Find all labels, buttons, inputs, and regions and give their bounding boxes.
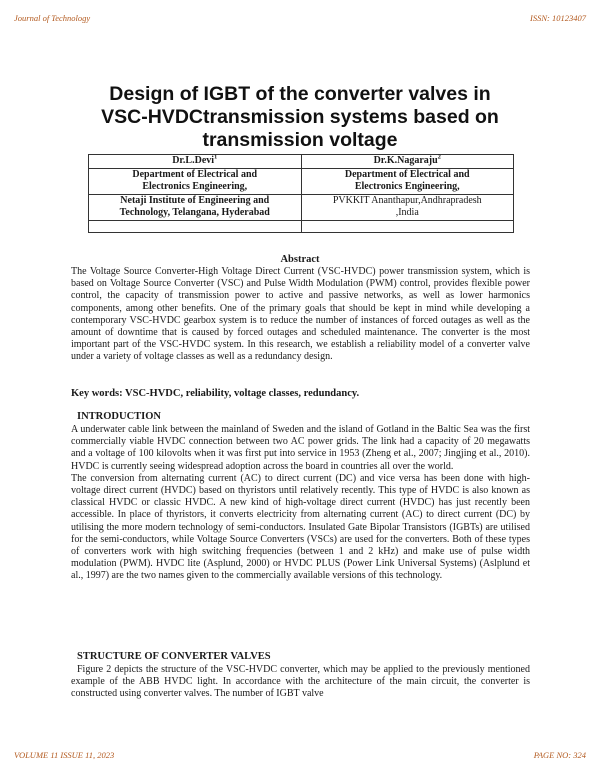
introduction-body [71,424,530,583]
paragraph: The conversion from alternating current (AC) to direct current (DC) and vice versa has been done with high-voltage direct current (HVDC) based on thyristors until relatively recently. This type of HVDC is also known as classical HVDC or classic HVDC. A new kind of high-voltage direct current (HVDC) has just recently been accessible. In place of thyristors, it converts electricity from alternating current (AC) to direct current (DC) by utilising the more modern technology of semi-conductors. Insulated Gate Bipolar Transistors (IGBTs) are utilised for the semi-conductors, while Voltage Source Converters (VSCs) are used for the converters. Both of these types of converters work with high switching frequencies (between 1 and 2 kHz) and make use of pulse width modulation (PWM). HVDC lite (Asplund, 2000) or HVDC PLUS (Power Link Universal Systems) (Aslplund et al., 1997) are the two names given to the commercially available versions of this technology. [71,472,530,582]
title-line: Design of IGBT of the converter valves in [109,83,491,105]
empty-cell [89,220,302,232]
abstract-text: The Voltage Source Converter-High Voltage Direct Current (VSC-HVDC) power transmission system, which is based on Voltage Source Converter (VSC) and Pulse Width Modulation (PWM) control, provides flexible power control, the capacity of transmission power to active and passive networks, as well as lower harmonics components, among other benefits. One of the primary goals that should be kept in mind while developing a contemporary VSC-HVDC gearbox system is to reduce the number of instances of forced outages as well as the amount of downtime that is caused by forced outages and scheduled maintenance. The converter is the most important part of the VSC-HVDC system. In this research, we establish a reliability model of a converter valve under a variety of voltage classes as well as a redundancy design. [71,266,530,363]
paragraph: Figure 2 depicts the structure of the VSC-HVDC converter, which may be applied to the previously mentioned example of the ABB HVDC light. In accordance with the architecture of the main circuit, the converter is constructed using converter valves. The number of IGBT valve [71,664,530,700]
author-2-department: Department of Electrical and Electronics Engineering, [301,168,514,194]
introduction-heading: INTRODUCTION [77,411,162,422]
author-1-department: Department of Electrical and Electronics Engineering, [89,168,302,194]
author-table [88,154,514,233]
structure-heading: STRUCTURE OF CONVERTER VALVES [77,651,271,662]
issn: ISSN: 10123407 [530,13,586,23]
author-1-name: Dr.L.Devi$^1$ [89,155,302,169]
journal-name: Journal of Technology [14,13,91,23]
empty-cell [301,220,514,232]
author-2-name: Dr.K.Nagaraju$^2$ [301,155,514,169]
paragraph: A underwater cable link between the mainland of Sweden and the island of Gotland in the Baltic Sea was the first commercially viable HVDC connection between two AC power grids. The link had a capacity of 20 megawatts and a voltage of 100 kilovolts when it was first put into service in 1953 (Zheng et al., 2007; Jingjing et al., 2010). HVDC is currently seeing widespread adoption across the board in countries all over the world. [71,424,530,472]
abstract-heading: Abstract [280,254,320,265]
paper-title [40,83,560,152]
author-1-institution: Netaji Institute of Engineering and Technology, Telangana, Hyderabad [89,194,302,220]
title-line: VSC-HVDCtransmission systems based on [101,106,499,128]
keywords: Key words: VSC-HVDC, reliability, voltage classes, redundancy. [71,388,360,399]
page-number: PAGE NO: 324 [533,750,586,760]
author-2-institution: PVKKIT Ananthapur,Andhrapradesh ,India [301,194,514,220]
structure-body [71,664,530,701]
title-line: transmission voltage [202,129,398,151]
volume-info: VOLUME 11 ISSUE 11, 2023 [14,750,115,760]
